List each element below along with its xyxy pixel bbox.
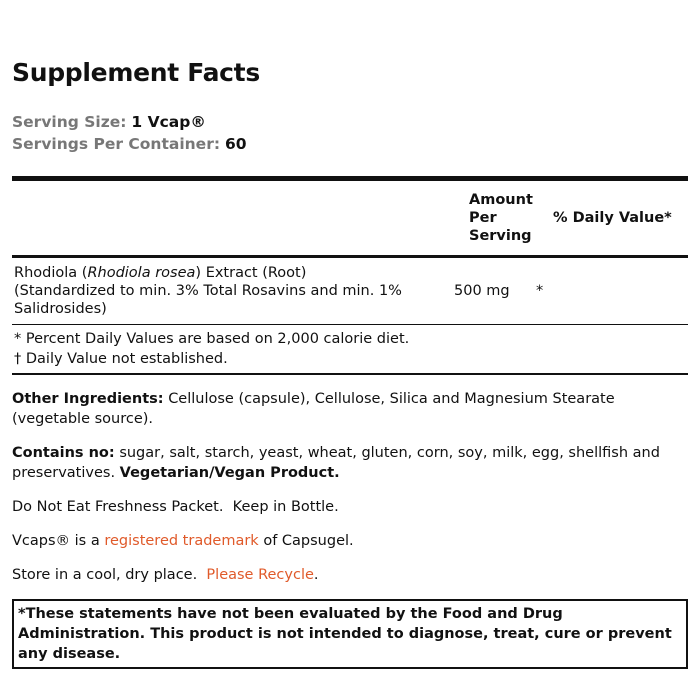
ingredient-part: Extract (Root) bbox=[205, 265, 307, 281]
serving-info bbox=[12, 111, 688, 155]
trademark-pre-text: Vcaps® is a bbox=[12, 533, 100, 549]
supplement-facts-panel bbox=[12, 58, 688, 669]
storage-period: . bbox=[313, 567, 319, 583]
footnote-not-established: † Daily Value not established. bbox=[14, 351, 228, 367]
serving-size-value: 1 Vcap® bbox=[131, 113, 206, 131]
table-row bbox=[12, 258, 688, 324]
ingredient-amount: 500 mg bbox=[454, 283, 510, 299]
freshness-note: Do Not Eat Freshness Packet. Keep in Bottle. bbox=[12, 499, 339, 515]
servings-per-container-row bbox=[12, 133, 688, 155]
contains-no bbox=[12, 443, 688, 483]
please-recycle-link[interactable]: Please Recycle bbox=[206, 567, 314, 583]
vegan-statement: Vegetarian/Vegan Product. bbox=[119, 465, 340, 481]
fda-disclaimer: *These statements have not been evaluated by the Food and Drug Administration. This product is not intended to diagnose, treat, cure or prevent any disease. bbox=[12, 599, 688, 669]
daily-value-header: % Daily Value* bbox=[553, 210, 672, 226]
table-header bbox=[12, 181, 688, 255]
page-title: Supplement Facts bbox=[12, 58, 260, 87]
trademark-note bbox=[12, 531, 688, 551]
trademark-post-text: of Capsugel. bbox=[263, 533, 354, 549]
contains-no-text: sugar, salt, starch, yeast, wheat, gluten, corn, soy, milk, egg, shellfish and preservatives. bbox=[12, 445, 660, 481]
other-ingredients bbox=[12, 389, 688, 429]
ingredient-standardization: (Standardized to min. 3% Total Rosavins and min. 1% Salidrosides) bbox=[14, 283, 402, 317]
ingredient-daily-value: * bbox=[536, 283, 544, 299]
footnote-daily-values: * Percent Daily Values are based on 2,000 calorie diet. bbox=[14, 331, 410, 347]
serving-size-label: Serving Size: bbox=[12, 113, 127, 131]
footnotes bbox=[12, 325, 688, 371]
other-ingredients-label: Other Ingredients: bbox=[12, 391, 164, 407]
divider-bottom bbox=[12, 373, 688, 375]
registered-trademark-link[interactable]: registered trademark bbox=[104, 533, 259, 549]
servings-per-container-value: 60 bbox=[224, 135, 247, 153]
serving-size-row bbox=[12, 111, 688, 133]
storage-note bbox=[12, 565, 688, 585]
ingredient-latin-name: Rhodiola rosea bbox=[87, 265, 196, 281]
ingredient-name: Rhodiola (Rhodiola rosea) Extract (Root) (Standardized to min. 3% Total Rosavins and min. 1% Salidrosides) bbox=[14, 265, 402, 317]
other-ingredients-text: Cellulose (capsule), Cellulose, Silica and Magnesium Stearate (vegetable source). bbox=[12, 391, 615, 427]
ingredient-common-name: Rhodiola bbox=[14, 265, 78, 281]
servings-per-container-label: Servings Per Container: bbox=[12, 135, 221, 153]
contains-no-label: Contains no: bbox=[12, 445, 115, 461]
amount-header: Amount Per Serving bbox=[469, 192, 533, 244]
storage-text: Store in a cool, dry place. bbox=[12, 567, 198, 583]
